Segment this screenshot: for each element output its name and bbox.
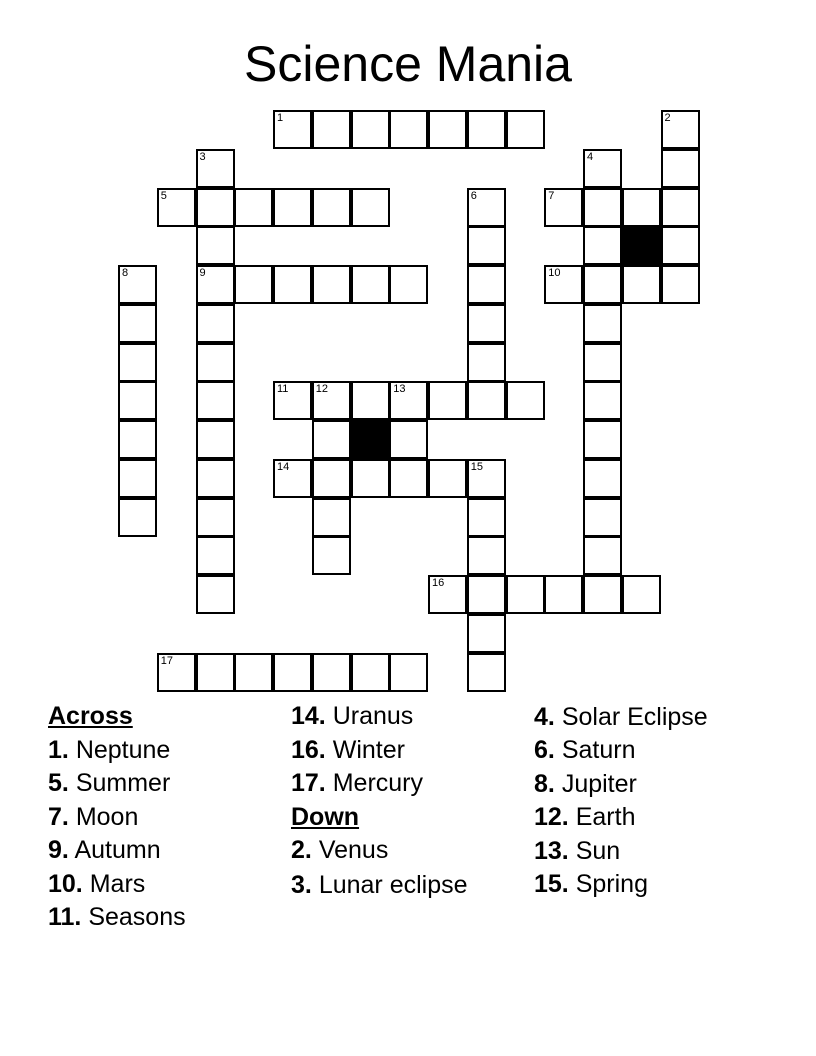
clue-column-across — [48, 700, 278, 935]
grid-cell[interactable] — [467, 110, 506, 149]
grid-cell[interactable] — [428, 110, 467, 149]
grid-cell[interactable] — [118, 420, 157, 459]
grid-cell[interactable] — [196, 536, 235, 575]
grid-cell[interactable] — [467, 653, 506, 692]
grid-cell[interactable] — [583, 304, 622, 343]
grid-cell[interactable] — [273, 188, 312, 227]
clue-item — [48, 767, 278, 801]
grid-cell[interactable] — [312, 188, 351, 227]
grid-cell[interactable] — [583, 188, 622, 227]
clue-number: 8 — [122, 267, 129, 279]
clue-item — [48, 868, 278, 902]
clue-item-answer: Seasons — [88, 903, 186, 931]
clue-number: 16 — [432, 577, 445, 589]
grid-cell[interactable] — [196, 459, 235, 498]
grid-cell[interactable] — [273, 459, 312, 498]
grid-cell[interactable] — [544, 265, 583, 304]
grid-cell[interactable] — [583, 459, 622, 498]
clue-item-answer: Uranus — [332, 702, 414, 730]
clue-heading: Down — [291, 802, 360, 831]
clue-item-number: 4. — [534, 703, 555, 731]
clue-item — [48, 734, 278, 768]
grid-cell[interactable] — [118, 343, 157, 382]
grid-cell[interactable] — [583, 226, 622, 265]
clue-item-number: 16. — [291, 735, 326, 764]
clue-item — [534, 734, 774, 768]
grid-cell[interactable] — [622, 575, 661, 614]
grid-cell[interactable] — [157, 653, 196, 692]
grid-cell[interactable] — [467, 265, 506, 304]
grid-cell[interactable] — [312, 265, 351, 304]
grid-cell[interactable] — [583, 498, 622, 537]
clue-number: 6 — [470, 189, 477, 202]
grid-cell[interactable] — [312, 653, 351, 692]
grid-cell[interactable] — [467, 498, 506, 537]
grid-cell[interactable] — [196, 188, 235, 227]
clue-number: 4 — [587, 150, 594, 163]
clue-heading: Across — [48, 702, 133, 730]
grid-cell[interactable] — [583, 381, 622, 420]
clue-item-number: 17. — [291, 769, 326, 797]
grid-cell[interactable] — [428, 381, 467, 420]
grid-cell[interactable] — [622, 265, 661, 304]
grid-cell[interactable] — [583, 575, 622, 614]
clue-item-answer: Neptune — [75, 735, 171, 764]
grid-cell[interactable] — [428, 575, 467, 614]
clue-item-number: 13. — [534, 836, 569, 865]
clue-item — [291, 734, 521, 768]
clue-number: 1 — [277, 112, 284, 124]
grid-cell[interactable] — [351, 188, 390, 227]
clue-number: 3 — [199, 150, 206, 163]
clue-item-number: 5. — [48, 769, 69, 797]
grid-cell[interactable] — [467, 304, 506, 343]
grid-cell[interactable] — [389, 110, 428, 149]
clue-item-answer: Earth — [575, 803, 636, 831]
clue-item-answer: Mars — [89, 869, 146, 898]
clue-item-answer: Jupiter — [561, 769, 637, 798]
grid-cell[interactable] — [389, 420, 428, 459]
clue-item — [291, 767, 521, 801]
grid-cell[interactable] — [312, 536, 351, 575]
clue-item — [48, 801, 278, 835]
grid-cell[interactable] — [661, 110, 700, 149]
grid-cell[interactable] — [196, 226, 235, 265]
clue-item-number: 8. — [534, 769, 555, 798]
page-title: Science Mania — [244, 36, 572, 92]
grid-cell[interactable] — [118, 304, 157, 343]
clue-column-middle — [291, 700, 521, 902]
clue-item-answer: Solar Eclipse — [561, 703, 708, 731]
clue-item-number: 3. — [291, 870, 312, 899]
grid-cell[interactable] — [118, 265, 157, 304]
grid-cell[interactable] — [196, 653, 235, 692]
clue-item-number: 6. — [534, 736, 555, 764]
clue-item-answer: Venus — [318, 836, 389, 864]
grid-cell[interactable] — [583, 149, 622, 188]
grid-cell[interactable] — [389, 265, 428, 304]
grid-cell[interactable] — [583, 536, 622, 575]
grid-cell[interactable] — [351, 381, 390, 420]
grid-cell[interactable] — [273, 381, 312, 420]
clue-number: 9 — [199, 267, 206, 279]
grid-cell[interactable] — [157, 188, 196, 227]
clue-number: 12 — [315, 383, 328, 396]
clue-number: 11 — [277, 383, 289, 396]
grid-cell[interactable] — [196, 575, 235, 614]
clue-number: 14 — [277, 460, 290, 473]
clue-item — [534, 835, 774, 869]
clue-item-answer: Lunar eclipse — [318, 870, 468, 899]
grid-cell[interactable] — [196, 149, 235, 188]
grid-cell[interactable] — [583, 265, 622, 304]
grid-cell[interactable] — [467, 188, 506, 227]
grid-cell[interactable] — [273, 265, 312, 304]
grid-cell[interactable] — [622, 188, 661, 227]
grid-cell[interactable] — [661, 149, 700, 188]
clue-number: 13 — [393, 383, 406, 396]
grid-cell[interactable] — [312, 381, 351, 420]
clue-item-number: 14. — [291, 702, 326, 730]
grid-cell[interactable] — [196, 420, 235, 459]
grid-cell[interactable] — [506, 381, 545, 420]
grid-cell[interactable] — [196, 381, 235, 420]
grid-cell[interactable] — [467, 226, 506, 265]
clue-item — [534, 700, 774, 734]
clue-item-number: 7. — [48, 802, 69, 831]
grid-cell[interactable] — [234, 188, 273, 227]
grid-cell[interactable] — [351, 265, 390, 304]
clue-item — [48, 834, 278, 868]
grid-cell[interactable] — [544, 188, 583, 227]
clue-number: 5 — [160, 189, 167, 202]
clue-number: 17 — [160, 654, 173, 667]
clue-item-answer: Autumn — [74, 836, 161, 864]
grid-cell[interactable] — [312, 498, 351, 537]
grid-cell[interactable] — [389, 459, 428, 498]
grid-cell[interactable] — [544, 575, 583, 614]
grid-cell[interactable] — [312, 420, 351, 459]
grid-cell[interactable] — [467, 381, 506, 420]
clue-number: 10 — [548, 267, 561, 279]
grid-cell[interactable] — [389, 653, 428, 692]
grid-cell[interactable] — [467, 459, 506, 498]
grid-cell[interactable] — [234, 265, 273, 304]
grid-cell[interactable] — [351, 110, 390, 149]
clue-item-number: 15. — [534, 870, 569, 898]
clue-item-number: 1. — [48, 735, 69, 764]
grid-cell[interactable] — [467, 614, 506, 653]
grid-cell[interactable] — [467, 575, 506, 614]
grid-cell[interactable] — [196, 304, 235, 343]
clue-item-answer: Summer — [75, 769, 171, 797]
grid-cell[interactable] — [118, 498, 157, 537]
clue-item-answer: Moon — [75, 802, 139, 831]
grid-cell[interactable] — [196, 265, 235, 304]
grid-cell[interactable] — [506, 110, 545, 149]
grid-cell[interactable] — [389, 381, 428, 420]
clue-item-number: 10. — [48, 869, 83, 898]
clue-item-answer: Mercury — [332, 769, 424, 797]
clue-item — [534, 768, 774, 802]
clue-item — [534, 801, 774, 835]
clue-item — [534, 868, 774, 902]
grid-cell[interactable] — [351, 459, 390, 498]
grid-cell[interactable] — [196, 343, 235, 382]
clue-number: 7 — [548, 189, 555, 202]
grid-cell[interactable] — [118, 459, 157, 498]
clue-item-answer: Spring — [575, 870, 648, 898]
clue-item — [291, 868, 521, 902]
clue-item — [291, 834, 521, 868]
clue-item — [291, 700, 521, 734]
grid-cell[interactable] — [661, 188, 700, 227]
clue-item — [48, 901, 278, 935]
grid-cell[interactable] — [312, 459, 351, 498]
clue-item-number: 2. — [291, 836, 312, 864]
clue-column-right — [534, 700, 774, 902]
grid-cell[interactable] — [118, 381, 157, 420]
black-square — [351, 420, 390, 459]
grid-cell[interactable] — [234, 653, 273, 692]
clue-item-number: 9. — [48, 836, 69, 864]
clue-number: 15 — [470, 460, 483, 473]
grid-cell[interactable] — [312, 110, 351, 149]
clue-item-answer: Sun — [575, 836, 621, 865]
grid-cell[interactable] — [196, 498, 235, 537]
clue-item-number: 12. — [534, 803, 569, 831]
grid-cell[interactable] — [351, 653, 390, 692]
grid-cell[interactable] — [273, 653, 312, 692]
grid-cell[interactable] — [467, 536, 506, 575]
grid-cell[interactable] — [506, 575, 545, 614]
black-square — [622, 226, 661, 265]
grid-cell[interactable] — [583, 420, 622, 459]
clue-item-number: 11. — [48, 903, 82, 931]
clue-item-answer: Saturn — [561, 736, 636, 764]
grid-cell[interactable] — [661, 265, 700, 304]
grid-cell[interactable] — [273, 110, 312, 149]
grid-cell[interactable] — [661, 226, 700, 265]
grid-cell[interactable] — [583, 343, 622, 382]
clue-item-answer: Winter — [332, 735, 405, 764]
clue-number: 2 — [664, 112, 671, 124]
grid-cell[interactable] — [428, 459, 467, 498]
grid-cell[interactable] — [467, 343, 506, 382]
